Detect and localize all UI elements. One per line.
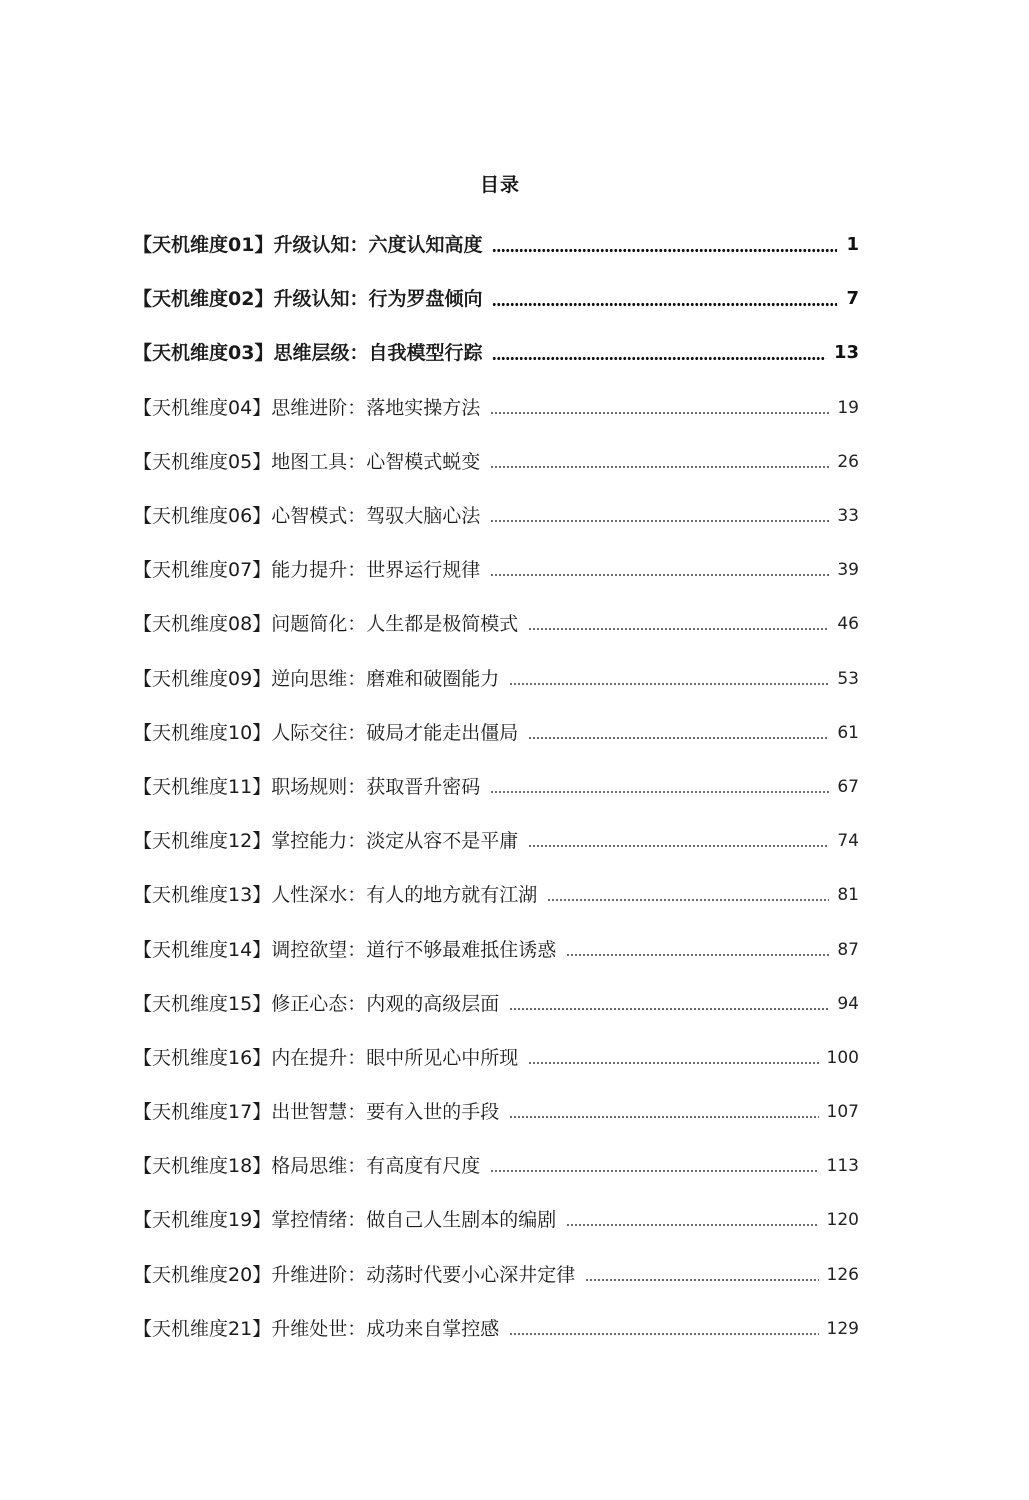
toc-entry-heading: 升维进阶：动荡时代要小心深井定律 — [271, 1263, 576, 1286]
dot-leader — [490, 451, 829, 473]
toc-entry-text — [133, 722, 518, 744]
toc-page-number: 81 — [837, 885, 859, 906]
toc-entry-prefix: 【天机维度13】 — [133, 884, 272, 907]
toc-page-number: 19 — [837, 397, 859, 418]
toc-page-number: 74 — [837, 831, 859, 852]
toc-title: 目录 — [479, 174, 520, 196]
toc-page-number: 26 — [837, 451, 859, 472]
toc-entry-prefix: 【天机维度06】 — [133, 505, 272, 528]
toc-entry-heading: 格局思维：有高度有尺度 — [271, 1155, 481, 1178]
toc-entry[interactable] — [133, 706, 859, 760]
toc-entry-text — [133, 1047, 518, 1069]
toc-entry-heading: 人际交往：破局才能走出僵局 — [271, 721, 519, 744]
toc-entry[interactable] — [133, 381, 859, 435]
toc-page-number: 67 — [837, 776, 859, 797]
toc-entry[interactable] — [133, 652, 859, 706]
toc-entry-prefix: 【天机维度05】 — [133, 450, 272, 473]
toc-entry-heading: 地图工具：心智模式蜕变 — [271, 450, 481, 473]
toc-entry-text — [133, 1318, 499, 1340]
toc-entry[interactable] — [133, 435, 859, 489]
toc-entry[interactable] — [133, 814, 859, 868]
toc-entry-prefix: 【天机维度17】 — [133, 1101, 272, 1124]
toc-page-number: 100 — [826, 1047, 859, 1068]
toc-entry-prefix: 【天机维度15】 — [133, 992, 272, 1015]
toc-entry-text — [133, 234, 482, 256]
dot-leader — [492, 342, 825, 364]
toc-entry[interactable] — [133, 1302, 859, 1356]
toc-entry[interactable] — [133, 597, 859, 651]
toc-entry[interactable] — [133, 1031, 859, 1085]
toc-entry-text — [133, 830, 518, 852]
toc-entry-prefix: 【天机维度01】 — [133, 234, 274, 257]
toc-entry-prefix: 【天机维度03】 — [133, 342, 274, 365]
toc-entry-prefix: 【天机维度21】 — [133, 1317, 272, 1340]
toc-entry-prefix: 【天机维度07】 — [133, 559, 272, 582]
toc-entry[interactable] — [133, 272, 859, 326]
toc-entry[interactable] — [133, 1193, 859, 1247]
toc-entry-heading: 修正心态：内观的高级层面 — [271, 992, 500, 1015]
dot-leader — [547, 884, 829, 906]
toc-entry-text — [133, 397, 480, 419]
toc-page-number: 61 — [837, 722, 859, 743]
toc-entry[interactable] — [133, 868, 859, 922]
toc-entry-prefix: 【天机维度02】 — [133, 288, 274, 311]
toc-entry-text — [133, 1155, 480, 1177]
toc-entry-prefix: 【天机维度19】 — [133, 1209, 272, 1232]
toc-entry-text — [133, 884, 537, 906]
toc-entry-text — [133, 668, 499, 690]
dot-leader — [490, 559, 829, 581]
toc-entry[interactable] — [133, 489, 859, 543]
toc-entry-text — [133, 451, 480, 473]
dot-leader — [490, 1155, 818, 1177]
toc-page-number: 39 — [837, 560, 859, 581]
toc-entry[interactable] — [133, 922, 859, 976]
toc-list — [133, 218, 859, 1356]
toc-entry-heading: 问题简化：人生都是极简模式 — [271, 613, 519, 636]
toc-entry-heading: 逆向思维：磨难和破圈能力 — [271, 667, 500, 690]
toc-page-number: 113 — [826, 1156, 859, 1177]
toc-entry-prefix: 【天机维度20】 — [133, 1263, 272, 1286]
toc-entry-text — [133, 993, 499, 1015]
toc-page-number: 126 — [826, 1264, 859, 1285]
toc-entry-prefix: 【天机维度08】 — [133, 613, 272, 636]
toc-entry-heading: 升维处世：成功来自掌控感 — [271, 1317, 500, 1340]
toc-entry-text — [133, 342, 482, 364]
dot-leader — [490, 776, 829, 798]
toc-page-number: 33 — [837, 506, 859, 527]
toc-entry-text — [133, 288, 482, 310]
toc-entry-text — [133, 1264, 575, 1286]
toc-entry-text — [133, 776, 480, 798]
dot-leader — [566, 939, 829, 961]
toc-page-number: 94 — [837, 993, 859, 1014]
toc-entry-prefix: 【天机维度12】 — [133, 830, 272, 853]
toc-entry[interactable] — [133, 1248, 859, 1302]
toc-entry-prefix: 【天机维度11】 — [133, 775, 272, 798]
toc-entry-text — [133, 505, 480, 527]
toc-entry[interactable] — [133, 326, 859, 380]
toc-page-number: 1 — [846, 234, 859, 256]
toc-entry-text — [133, 613, 518, 635]
toc-entry-heading: 升级认知：行为罗盘倾向 — [273, 288, 483, 311]
toc-entry-heading: 出世智慧：要有入世的手段 — [271, 1101, 500, 1124]
toc-entry[interactable] — [133, 1085, 859, 1139]
dot-leader — [509, 993, 829, 1015]
dot-leader — [528, 613, 829, 635]
toc-page-number: 13 — [833, 342, 859, 364]
dot-leader — [490, 505, 829, 527]
toc-entry[interactable] — [133, 760, 859, 814]
toc-page-number: 7 — [846, 288, 859, 310]
toc-entry[interactable] — [133, 1139, 859, 1193]
toc-entry-heading: 人性深水：有人的地方就有江湖 — [271, 884, 538, 907]
toc-page-number: 53 — [837, 668, 859, 689]
toc-entry-heading: 思维层级：自我模型行踪 — [273, 342, 483, 365]
dot-leader — [509, 1101, 818, 1123]
toc-entry-heading: 掌控能力：淡定从容不是平庸 — [271, 830, 519, 853]
toc-entry-heading: 心智模式：驾驭大脑心法 — [271, 505, 481, 528]
toc-entry-text — [133, 1209, 556, 1231]
dot-leader — [509, 668, 829, 690]
dot-leader — [585, 1264, 818, 1286]
toc-entry-heading: 升级认知：六度认知高度 — [273, 234, 483, 257]
toc-entry-text — [133, 1101, 499, 1123]
dot-leader — [528, 1047, 818, 1069]
toc-entry-prefix: 【天机维度09】 — [133, 667, 272, 690]
toc-page-number: 46 — [837, 614, 859, 635]
dot-leader — [492, 234, 837, 256]
dot-leader — [528, 830, 829, 852]
toc-entry-prefix: 【天机维度18】 — [133, 1155, 272, 1178]
toc-page-number: 120 — [826, 1210, 859, 1231]
toc-entry-heading: 能力提升：世界运行规律 — [271, 559, 481, 582]
toc-entry-heading: 思维进阶：落地实操方法 — [271, 396, 481, 419]
toc-entry-prefix: 【天机维度10】 — [133, 721, 272, 744]
dot-leader — [528, 722, 829, 744]
toc-entry[interactable] — [133, 218, 859, 272]
toc-entry-heading: 内在提升：眼中所见心中所现 — [271, 1046, 519, 1069]
toc-entry-heading: 掌控情绪：做自己人生剧本的编剧 — [271, 1209, 557, 1232]
dot-leader — [509, 1318, 818, 1340]
toc-entry-prefix: 【天机维度04】 — [133, 396, 272, 419]
toc-entry-prefix: 【天机维度16】 — [133, 1046, 272, 1069]
toc-entry-text — [133, 939, 556, 961]
toc-entry-heading: 职场规则：获取晋升密码 — [271, 775, 481, 798]
toc-entry[interactable] — [133, 977, 859, 1031]
dot-leader — [490, 397, 829, 419]
toc-entry-prefix: 【天机维度14】 — [133, 938, 272, 961]
toc-entry-heading: 调控欲望：道行不够最难抵住诱惑 — [271, 938, 557, 961]
toc-page-number: 87 — [837, 939, 859, 960]
toc-page-number: 107 — [826, 1102, 859, 1123]
dot-leader — [566, 1209, 818, 1231]
toc-page-number: 129 — [826, 1318, 859, 1339]
toc-entry-text — [133, 559, 480, 581]
toc-entry[interactable] — [133, 543, 859, 597]
dot-leader — [492, 288, 837, 310]
